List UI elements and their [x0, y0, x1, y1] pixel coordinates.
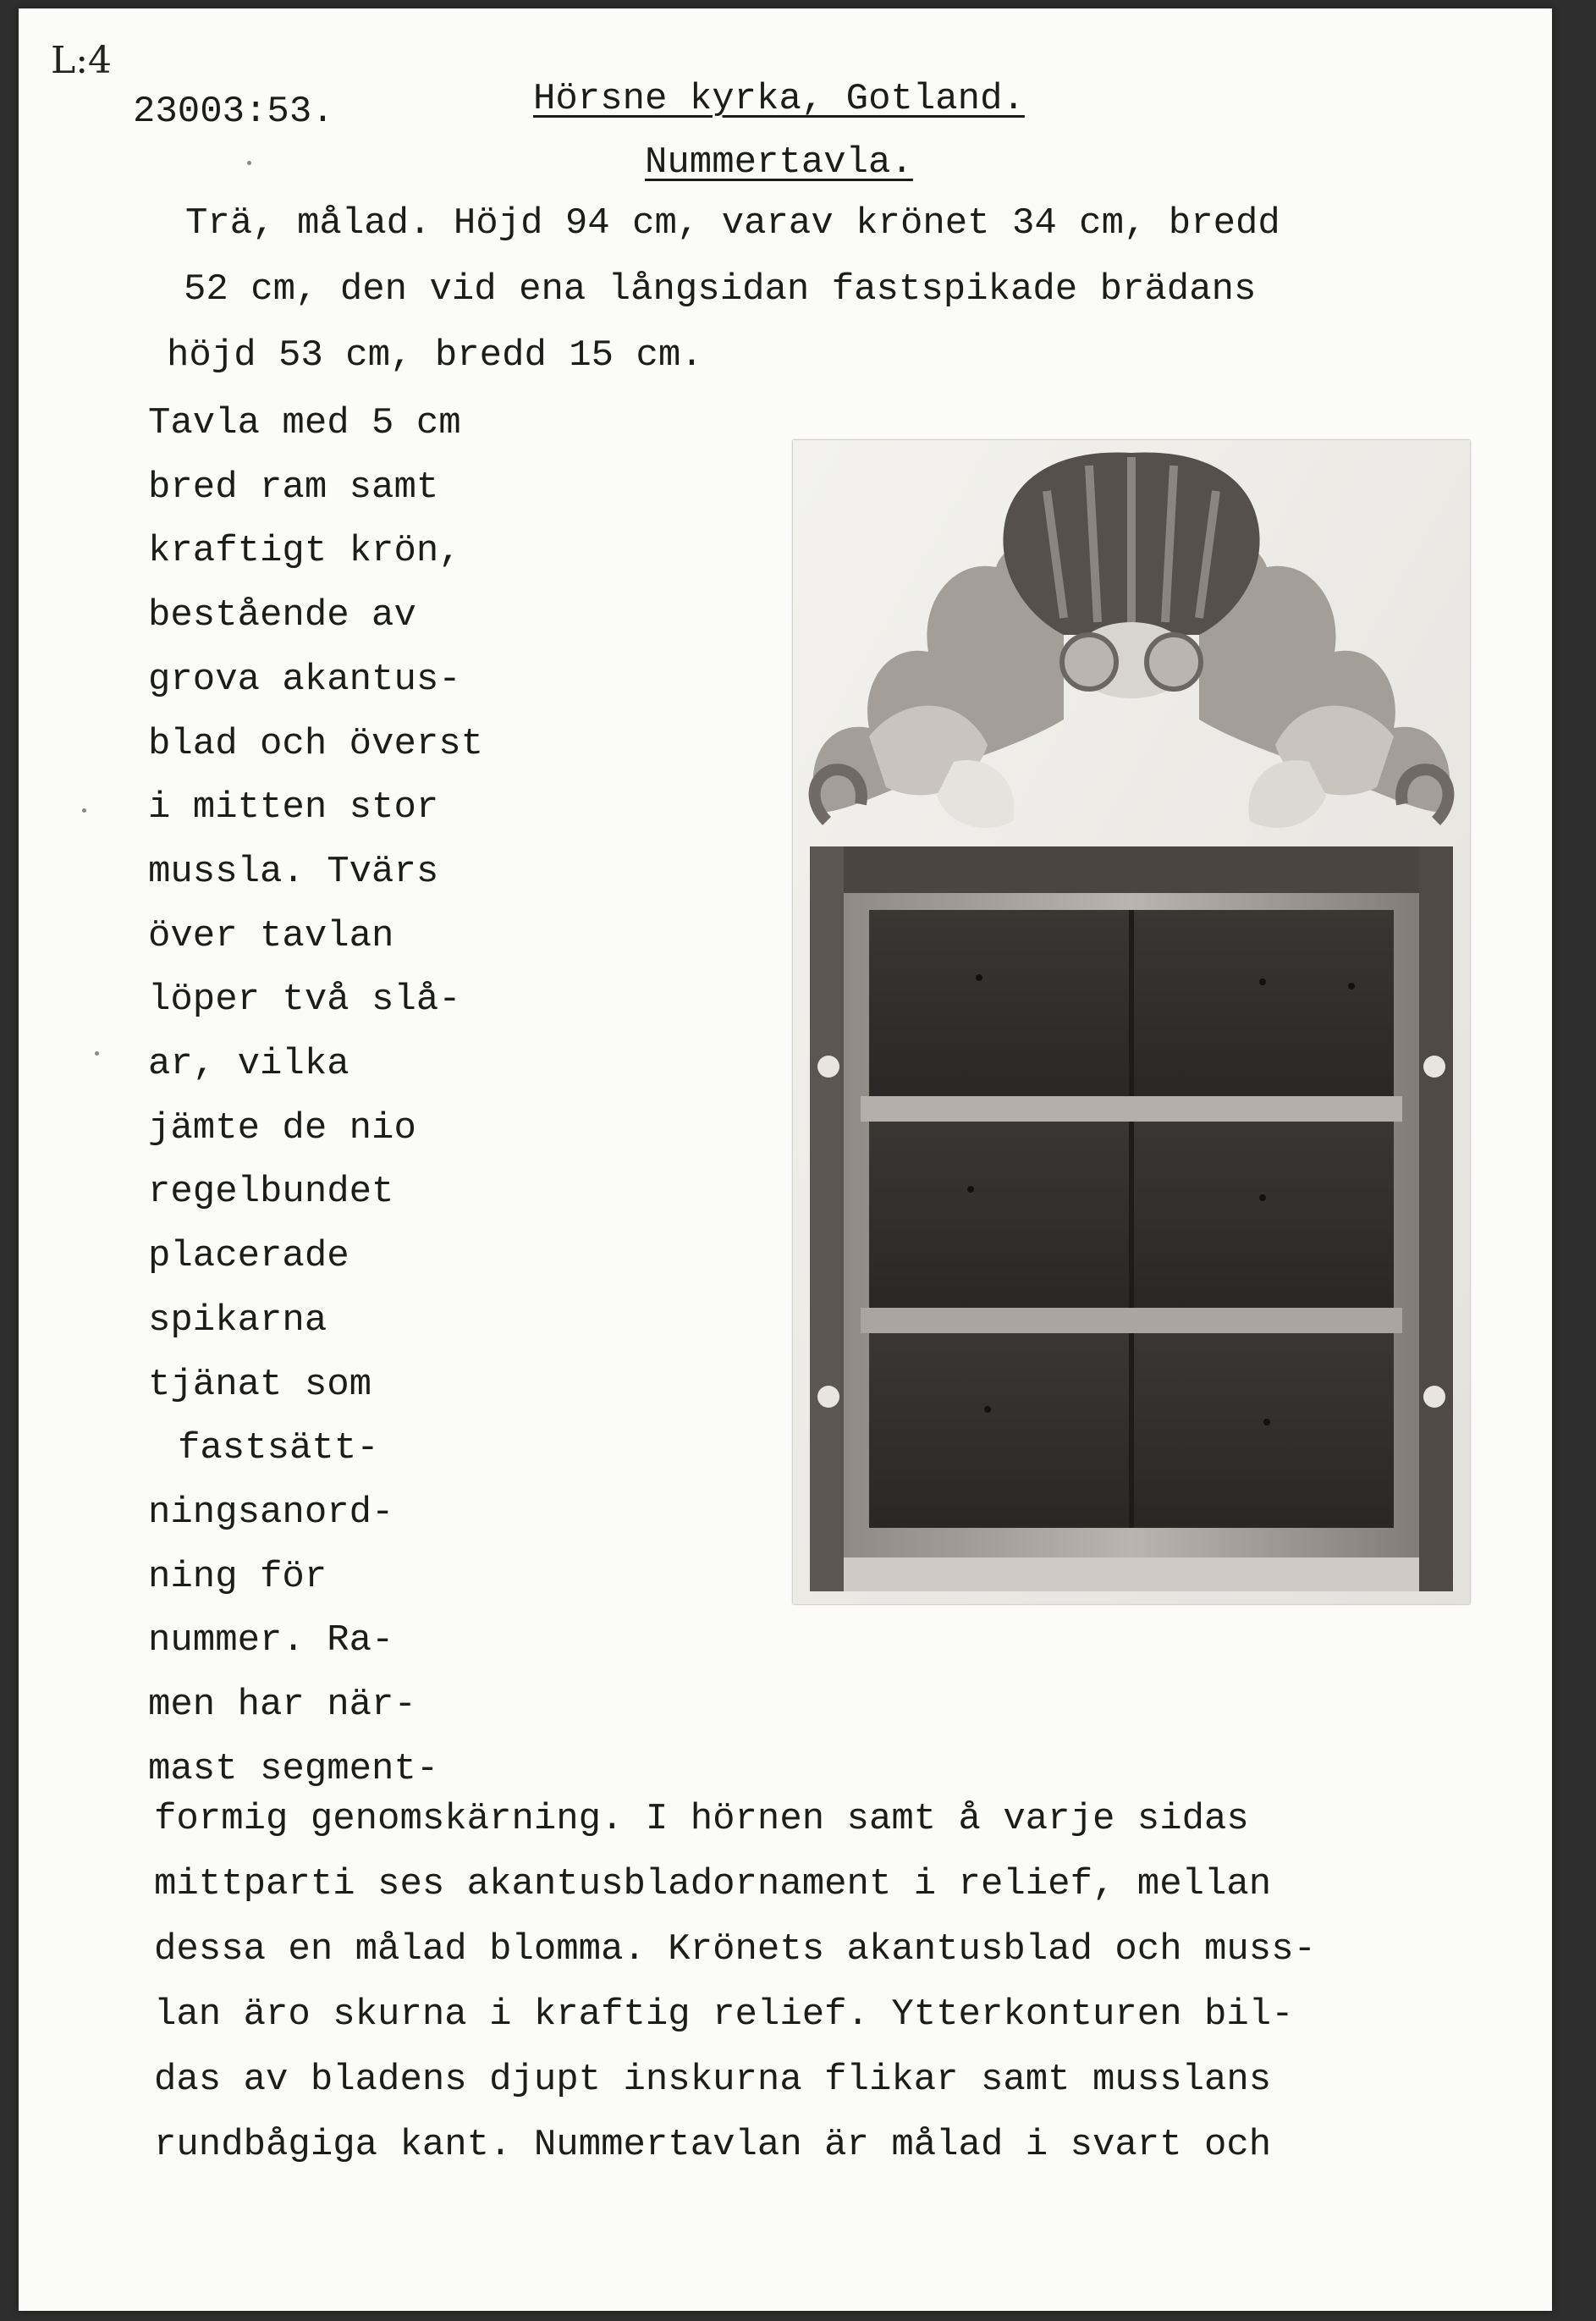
text-line: men har när- [148, 1684, 416, 1726]
text-line: nummer. Ra- [148, 1619, 394, 1662]
text-line: kraftigt krön, [148, 530, 461, 573]
number-board-image [793, 440, 1470, 1604]
text-line: över tavlan [148, 914, 394, 957]
speck [247, 161, 251, 165]
text-line: tjänat som [148, 1363, 372, 1406]
text-line: blad och överst [148, 722, 484, 765]
text-line: ar, vilka [148, 1043, 349, 1085]
text-line: Trä, målad. Höjd 94 cm, varav krönet 34 cm, bredd [185, 202, 1280, 245]
text-line: placerade [148, 1235, 349, 1278]
text-line: ningsanord- [148, 1491, 394, 1534]
text-line: dessa en målad blomma. Krönets akantusblad och muss- [154, 1928, 1317, 1971]
text-line: bred ram samt [148, 466, 439, 509]
text-line: mussla. Tvärs [148, 850, 439, 893]
text-line: 52 cm, den vid ena långsidan fastspikade brädans [184, 268, 1257, 311]
speck [82, 808, 86, 813]
text-line: grova akantus- [148, 658, 461, 701]
text-line: das av bladens djupt inskurna flikar samt musslans [154, 2059, 1272, 2101]
catalog-number: 23003:53. [133, 91, 334, 133]
speck [95, 1051, 99, 1056]
text-line: bestående av [148, 594, 416, 637]
text-line: jämte de nio [148, 1106, 416, 1149]
number-panels [861, 910, 1402, 1528]
text-line: rundbågiga kant. Nummertavlan är målad i svart och [154, 2124, 1272, 2166]
text-line: mittparti ses akantusbladornament i relief, mellan [154, 1863, 1272, 1905]
number-board-photo [793, 440, 1470, 1604]
text-line: löper två slå- [148, 979, 461, 1022]
catalog-card [19, 8, 1552, 2311]
text-line: fastsätt- [178, 1427, 379, 1470]
text-line: regelbundet [148, 1171, 394, 1214]
text-line: mast segment- [148, 1747, 439, 1790]
card-subtitle: Nummertavla. [645, 141, 913, 184]
text-line: höjd 53 cm, bredd 15 cm. [167, 334, 703, 377]
card-title: Hörsne kyrka, Gotland. [533, 78, 1025, 120]
text-line: spikarna [148, 1298, 327, 1342]
text-line: Tavla med 5 cm [148, 402, 461, 444]
text-line: lan äro skurna i kraftig relief. Ytterkonturen bil- [154, 1993, 1294, 2036]
text-line: ning för [148, 1555, 327, 1598]
text-line: formig genomskärning. I hörnen samt å varje sidas [154, 1798, 1249, 1840]
text-line: i mitten stor [148, 786, 439, 830]
handwritten-mark: L:4 [51, 39, 113, 82]
